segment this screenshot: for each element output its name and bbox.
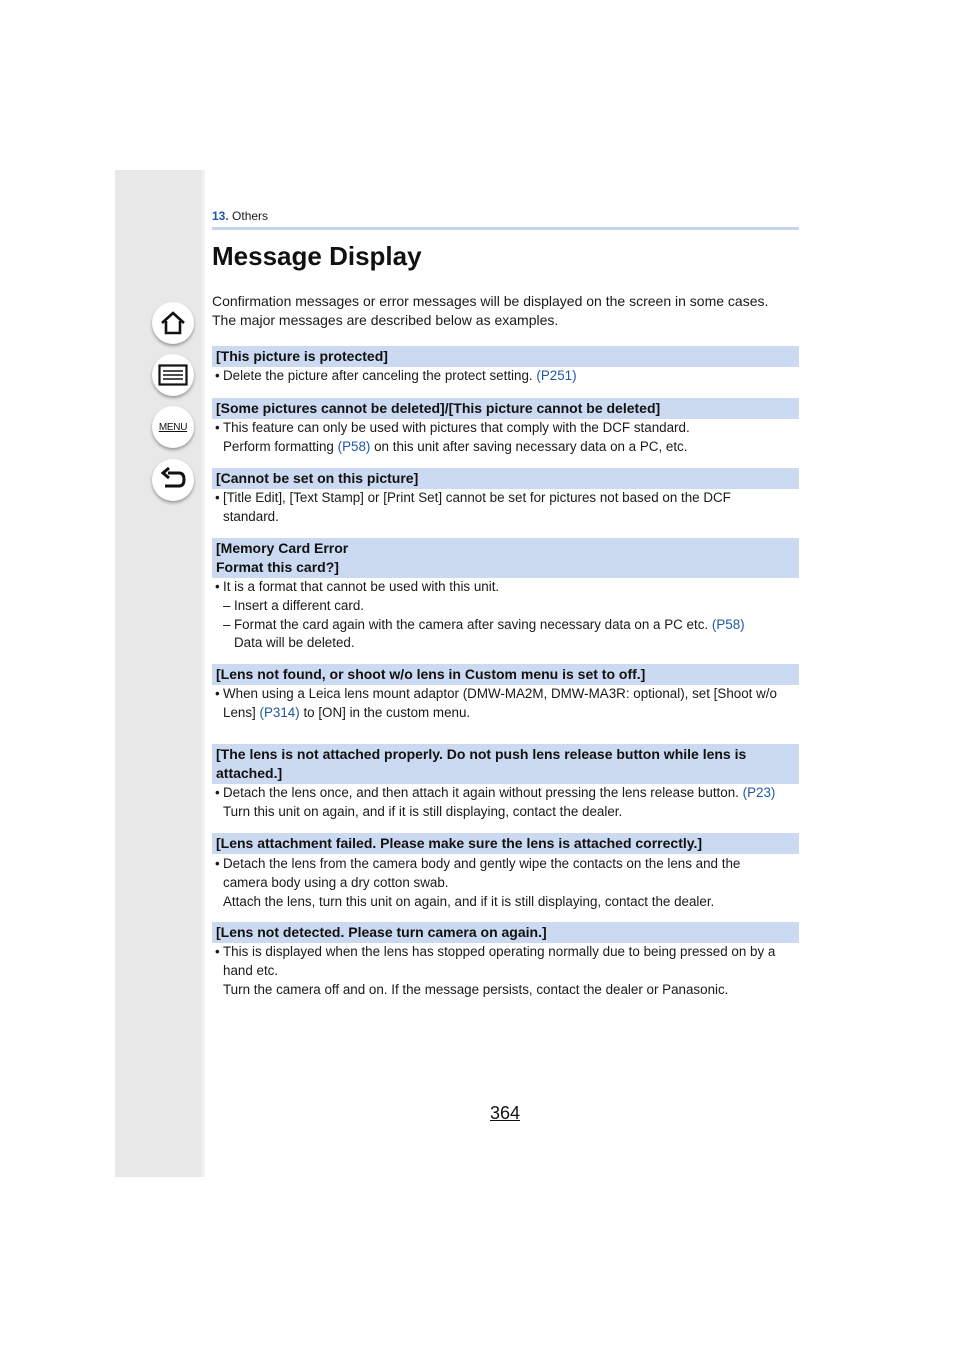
dash-item: – Format the card again with the camera after saving necessary data on a PC etc. (P58) (212, 616, 799, 635)
bullet-item: • This is displayed when the lens has stopped operating normally due to being pressed on by a (212, 943, 799, 962)
continuation-text: Lens] (P314) to [ON] in the custom menu. (223, 704, 471, 720)
sidebar-divider (202, 170, 205, 1177)
page-link[interactable]: (P58) (711, 616, 745, 632)
message-heading: [Cannot be set on this picture] (212, 468, 799, 489)
page-title: Message Display (212, 241, 422, 271)
message-body (212, 943, 799, 999)
back-button[interactable] (152, 459, 194, 501)
bullet-item: • Detach the lens once, and then attach it again without pressing the lens release button. (P23) (212, 784, 799, 803)
message-heading: [This picture is protected] (212, 346, 799, 367)
message-heading: [Memory Card Error Format this card?] (212, 538, 799, 578)
page-link[interactable]: (P58) (337, 438, 371, 454)
page-number: 364 (490, 1103, 521, 1123)
home-button[interactable] (152, 302, 194, 344)
message-heading: [Lens not found, or shoot w/o lens in Custom menu is set to off.] (212, 664, 799, 685)
bullet-item: • It is a format that cannot be used with this unit. (212, 578, 799, 597)
continuation-text: hand etc. (223, 962, 279, 978)
breadcrumb (212, 209, 268, 223)
home-icon (159, 310, 187, 336)
bullet-item: • [Title Edit], [Text Stamp] or [Print Set] cannot be set for pictures not based on the DCF (212, 489, 799, 508)
bullet-item: • Detach the lens from the camera body and gently wipe the contacts on the lens and the (212, 855, 799, 874)
chapter-title: Others (232, 209, 269, 223)
menu-icon: MENU (158, 421, 188, 433)
menu-button[interactable] (152, 406, 194, 448)
contents-list-icon (158, 364, 188, 386)
message-heading: [Lens attachment failed. Please make sure the lens is attached correctly.] (212, 833, 799, 854)
chapter-number: 13. (212, 209, 229, 223)
bullet-item: • When using a Leica lens mount adaptor (DMW-MA2M, DMW-MA3R: optional), set [Shoot w/o (212, 685, 799, 704)
page-link[interactable]: (P23) (742, 785, 776, 800)
dash-item: – Insert a different card. (212, 597, 799, 616)
continuation-text: camera body using a dry cotton swab. (223, 874, 449, 890)
contents-button[interactable] (152, 354, 194, 396)
message-body (212, 367, 799, 386)
back-icon (159, 467, 187, 493)
message-body (212, 685, 799, 723)
continuation-text: Perform formatting (P58) on this unit after saving necessary data on a PC, etc. (223, 438, 688, 454)
message-body (212, 419, 799, 457)
message-heading: [Some pictures cannot be deleted]/[This picture cannot be deleted] (212, 398, 799, 419)
continuation-text: Turn the camera off and on. If the message persists, contact the dealer or Panasonic. (223, 981, 729, 997)
message-body (212, 855, 799, 911)
message-heading: [The lens is not attached properly. Do not push lens release button while lens is attached.] (212, 744, 799, 784)
message-heading: [Lens not detected. Please turn camera on again.] (212, 922, 799, 943)
continuation-text: Attach the lens, turn this unit on again, and if it is still displaying, contact the dealer. (223, 893, 715, 909)
page-link[interactable]: (P251) (536, 368, 577, 383)
header-rule (212, 227, 799, 230)
message-body (212, 578, 799, 653)
message-body (212, 489, 799, 527)
continuation-text: Data will be deleted. (234, 635, 355, 651)
continuation-text: Turn this unit on again, and if it is still displaying, contact the dealer. (223, 803, 623, 819)
intro-text: Confirmation messages or error messages will be displayed on the screen in some cases. The major messages are described below as examples. (212, 293, 769, 328)
bullet-item: • Delete the picture after canceling the protect setting. (P251) (212, 367, 799, 386)
message-body (212, 784, 799, 822)
bullet-item: • This feature can only be used with pictures that comply with the DCF standard. (212, 419, 799, 438)
continuation-text: standard. (223, 508, 279, 524)
page-link[interactable]: (P314) (259, 704, 300, 720)
